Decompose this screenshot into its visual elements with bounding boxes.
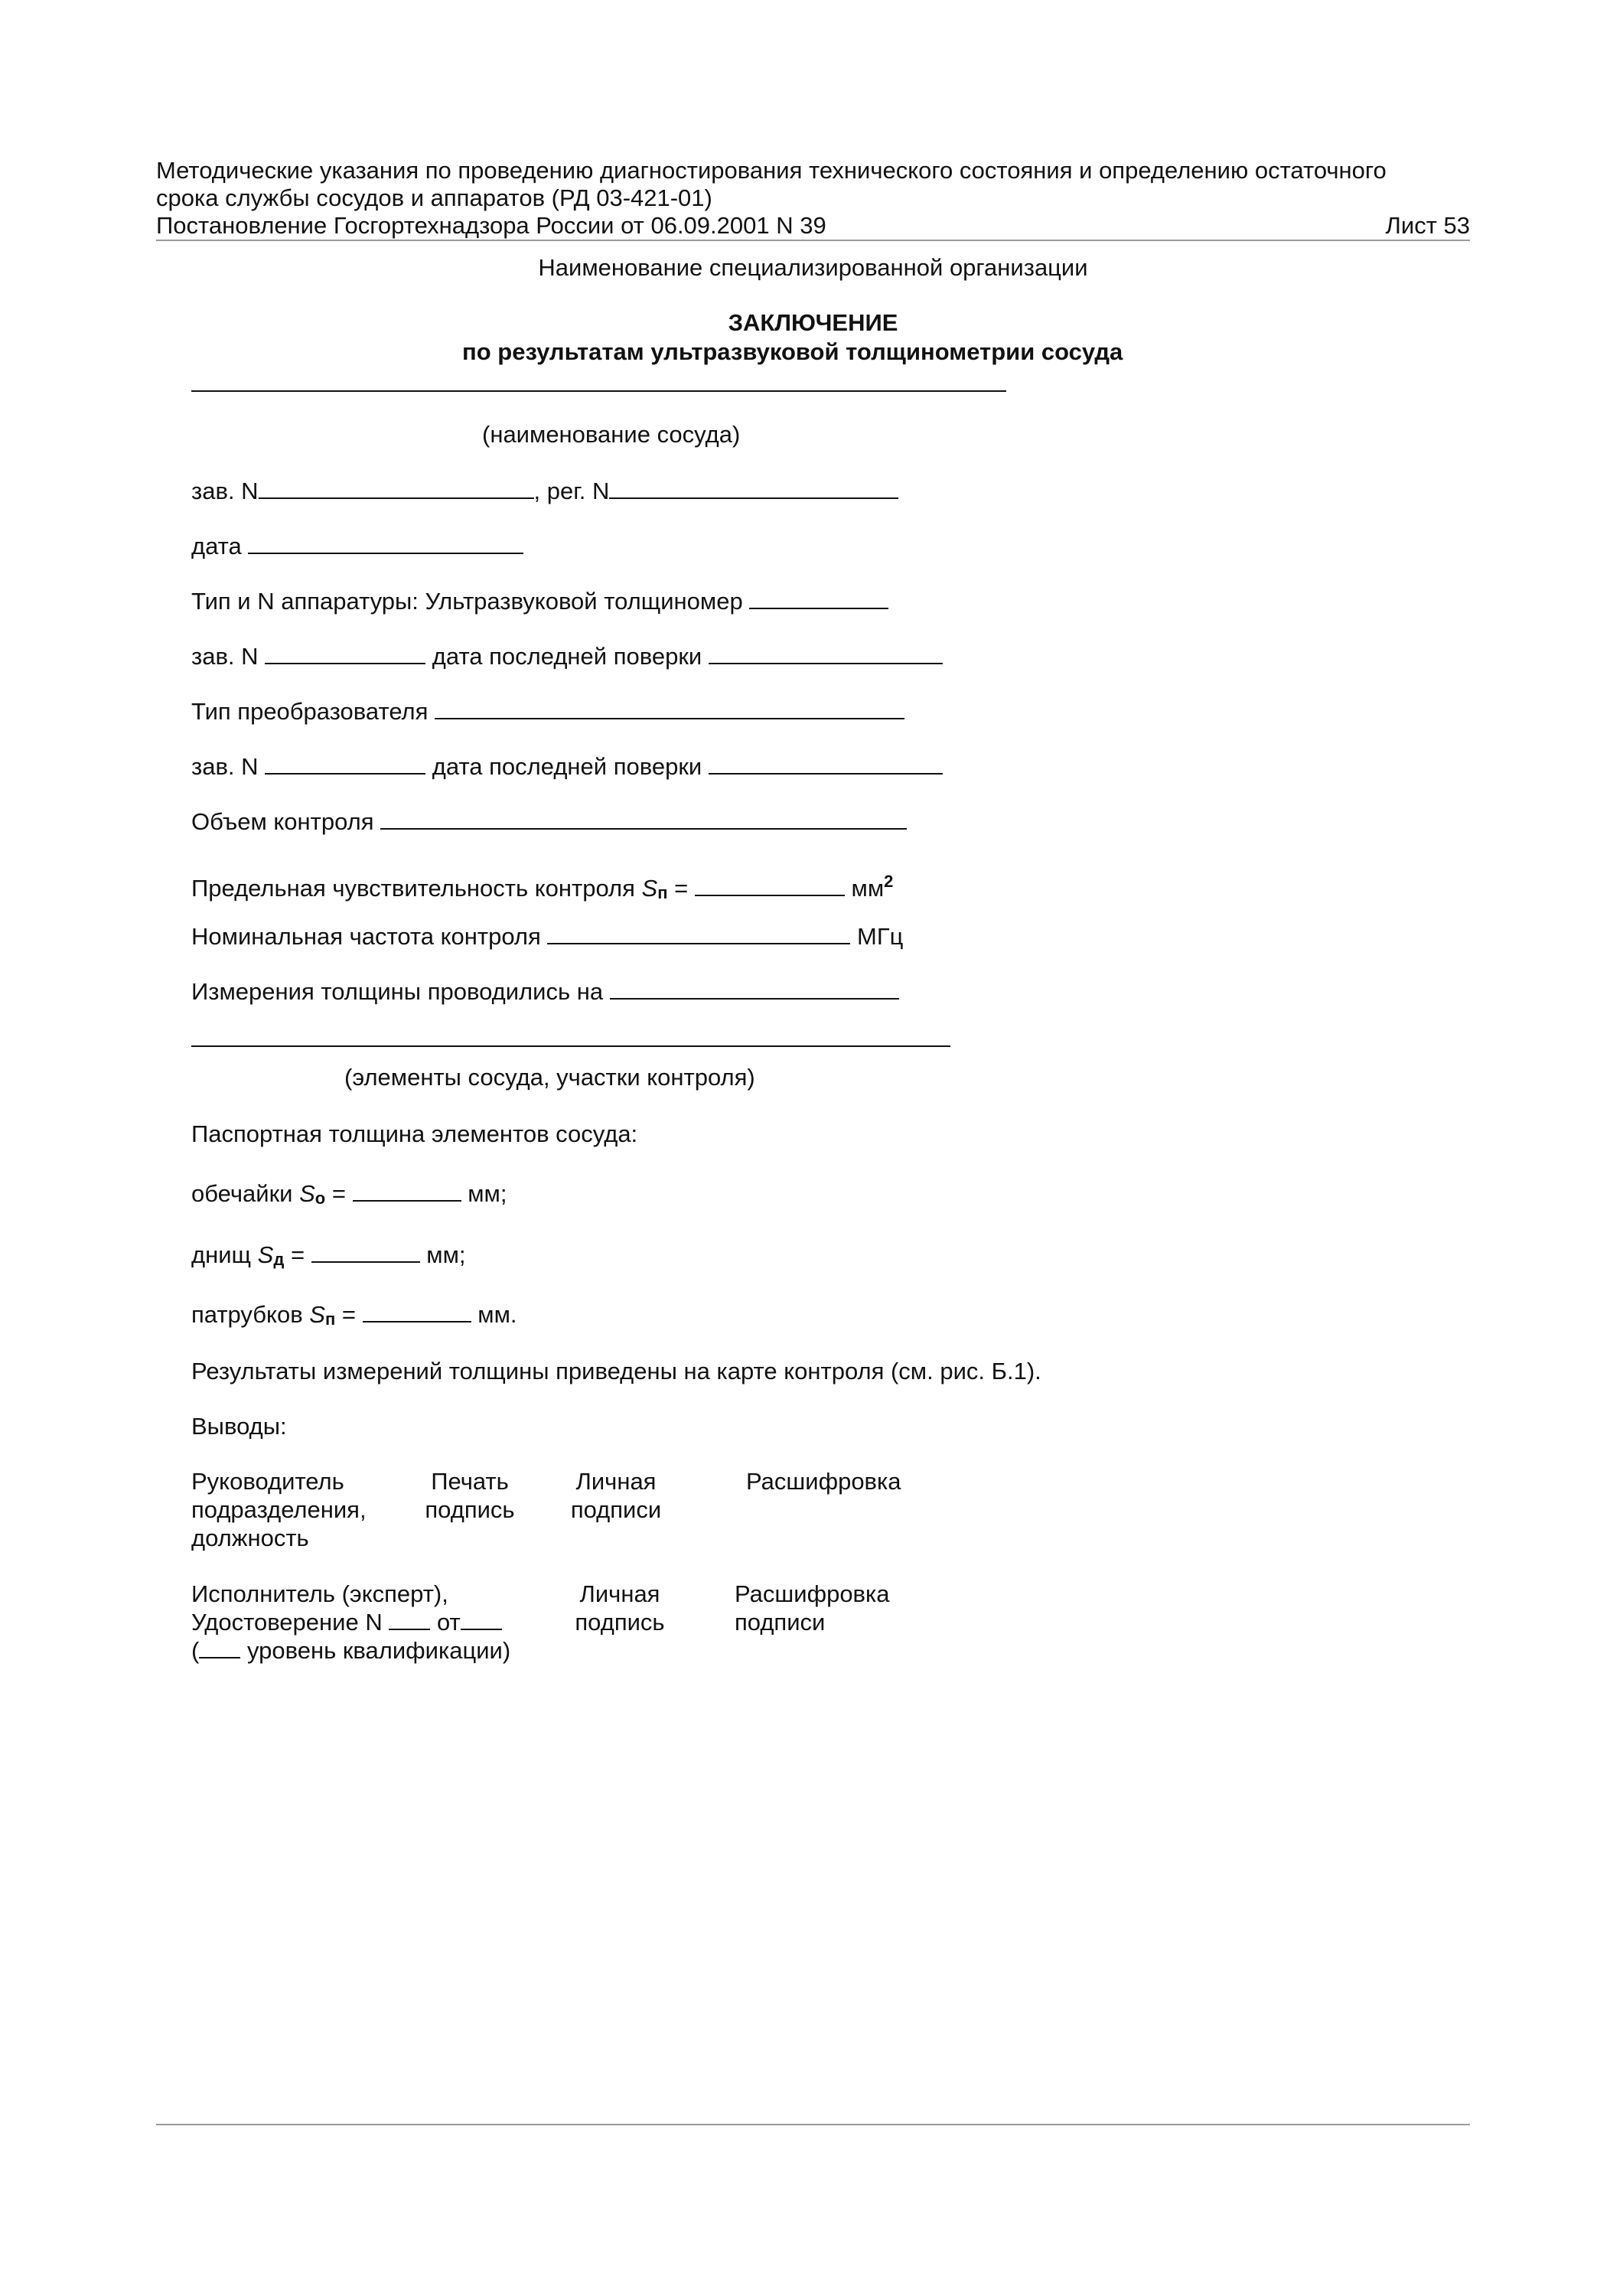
sig1-col2-line1: Печать: [431, 1468, 509, 1495]
sig1-col1-line2: подразделения,: [191, 1496, 367, 1523]
shell-equals: =: [331, 1180, 346, 1207]
qualification-label: уровень квалификации): [246, 1637, 511, 1664]
sensitivity-unit: мм: [851, 875, 885, 902]
device-serial-field[interactable]: [265, 643, 425, 664]
nozzles-symbol: S: [309, 1301, 325, 1328]
sig2-col3-line2: подпись: [575, 1609, 665, 1636]
transducer-check-label: дата последней поверки: [432, 753, 702, 780]
sig2-col3-line1: Личная: [579, 1580, 660, 1607]
heads-symbol: S: [257, 1241, 274, 1268]
signature-head-personal: [566, 1467, 666, 1524]
nozzles-subscript: п: [324, 1309, 336, 1329]
certificate-label: Удостоверение N: [191, 1609, 383, 1636]
frequency-row: [191, 923, 903, 951]
doc-header-line-1: Методические указания по проведению диагностирования технического состояния и определению остаточного: [156, 157, 1387, 184]
transducer-type-label: Тип преобразователя: [191, 698, 429, 725]
nozzles-thickness-field[interactable]: [363, 1301, 471, 1322]
qualification-open: (: [191, 1637, 200, 1664]
signature-expert-position: [191, 1580, 510, 1665]
heads-subscript: д: [273, 1250, 285, 1269]
document-title: ЗАКЛЮЧЕНИЕ: [728, 309, 898, 336]
certificate-number-field[interactable]: [389, 1610, 430, 1630]
sensitivity-subscript: п: [657, 883, 668, 902]
sig1-col1-line3: должность: [191, 1525, 309, 1551]
serial-label: зав. N: [191, 478, 259, 504]
sensitivity-symbol: S: [641, 875, 658, 902]
sig2-col1-line3: [191, 1636, 510, 1665]
frequency-label: Номинальная частота контроля: [191, 923, 541, 950]
shell-symbol: S: [299, 1180, 315, 1207]
date-label: дата: [191, 533, 242, 559]
conclusions-label: Выводы:: [191, 1413, 287, 1440]
sig2-col1-line2: [191, 1608, 510, 1636]
sensitivity-row: [191, 868, 893, 907]
sensitivity-label: Предельная чувствительность контроля: [191, 875, 635, 902]
header-divider: [156, 240, 1470, 241]
device-check-date-field[interactable]: [709, 643, 943, 664]
sig1-col4-line1: Расшифровка: [746, 1468, 901, 1495]
certificate-date-label: от: [436, 1609, 461, 1636]
shell-subscript: о: [314, 1189, 326, 1208]
measured-on-label: Измерения толщины проводились на: [191, 978, 604, 1005]
sig1-col1-line1: Руководитель: [191, 1468, 344, 1495]
sensitivity-field[interactable]: [695, 875, 845, 896]
doc-header-line-2: срока службы сосудов и аппаратов (РД 03-421-01): [156, 184, 712, 211]
device-check-label: дата последней поверки: [432, 643, 702, 670]
nozzles-unit: мм.: [477, 1301, 517, 1328]
vessel-name-line[interactable]: [191, 390, 1006, 392]
device-type-field[interactable]: [749, 588, 888, 609]
sensitivity-unit-exponent: 2: [884, 872, 894, 891]
reg-label: , рег. N: [533, 478, 610, 504]
sig2-col1-line1: Исполнитель (эксперт),: [191, 1580, 448, 1607]
transducer-row: [191, 698, 904, 726]
device-serial-label: зав. N: [191, 643, 259, 670]
serial-reg-row: [191, 478, 898, 505]
signature-head-stamp: [422, 1467, 517, 1524]
sig1-col2-line2: подпись: [425, 1496, 515, 1523]
sig1-col3-line2: подписи: [570, 1496, 662, 1523]
shell-label: обечайки: [191, 1180, 293, 1207]
serial-number-field[interactable]: [259, 478, 534, 499]
transducer-serial-field[interactable]: [265, 753, 425, 775]
certificate-date-field[interactable]: [461, 1610, 502, 1630]
date-row: [191, 533, 523, 560]
sig1-col3-line1: Личная: [575, 1468, 657, 1495]
results-note: Результаты измерений толщины приведены на карте контроля (см. рис. Б.1).: [191, 1358, 1041, 1384]
frequency-field[interactable]: [547, 923, 850, 944]
reg-number-field[interactable]: [609, 478, 898, 499]
heads-thickness-field[interactable]: [311, 1241, 420, 1263]
scope-row: [191, 808, 907, 836]
signature-expert-personal: [566, 1580, 673, 1636]
nozzles-equals: =: [341, 1301, 357, 1328]
transducer-check-date-field[interactable]: [709, 753, 943, 775]
transducer-type-field[interactable]: [435, 698, 904, 719]
transducer-serial-label: зав. N: [191, 753, 259, 780]
vessel-name-caption: (наименование сосуда): [482, 421, 741, 448]
heads-unit: мм;: [426, 1241, 466, 1268]
measured-on-field[interactable]: [610, 978, 899, 1000]
heads-label: днищ: [191, 1241, 252, 1268]
scope-field[interactable]: [380, 808, 907, 830]
elements-line[interactable]: [191, 1045, 950, 1047]
sensitivity-equals: =: [674, 875, 689, 902]
nozzles-row: [191, 1301, 517, 1333]
document-subtitle: по результатам ультразвуковой толщинометрии сосуда: [462, 338, 1123, 365]
signature-head-transcript: [746, 1467, 901, 1495]
heads-row: [191, 1241, 466, 1274]
signature-expert-transcript: [735, 1580, 890, 1636]
sheet-number: Лист 53: [1385, 212, 1470, 239]
passport-thickness-label: Паспортная толщина элементов сосуда:: [191, 1120, 638, 1147]
shell-unit: мм;: [468, 1180, 507, 1207]
date-field[interactable]: [248, 533, 523, 554]
transducer-serial-row: [191, 753, 943, 781]
shell-row: [191, 1180, 507, 1212]
shell-thickness-field[interactable]: [353, 1180, 461, 1202]
measured-on-row: [191, 978, 899, 1006]
signature-head-position: [191, 1467, 367, 1552]
elements-caption: (элементы сосуда, участки контроля): [344, 1064, 755, 1091]
heads-equals: =: [290, 1241, 305, 1268]
doc-header-line-3: Постановление Госгортехнадзора России от 06.09.2001 N 39: [156, 212, 826, 239]
sig2-col4-line1: Расшифровка: [735, 1580, 890, 1607]
device-row: [191, 588, 888, 615]
scope-label: Объем контроля: [191, 808, 374, 835]
sig2-col4-line2: подписи: [735, 1609, 826, 1636]
footer-divider: [156, 2124, 1470, 2125]
device-serial-row: [191, 643, 943, 670]
nozzles-label: патрубков: [191, 1301, 303, 1328]
qualification-level-field[interactable]: [199, 1639, 240, 1658]
device-type-label: Тип и N аппаратуры: Ультразвуковой толщиномер: [191, 588, 743, 615]
organization-label: Наименование специализированной организации: [538, 254, 1088, 281]
frequency-unit: МГц: [857, 923, 904, 950]
